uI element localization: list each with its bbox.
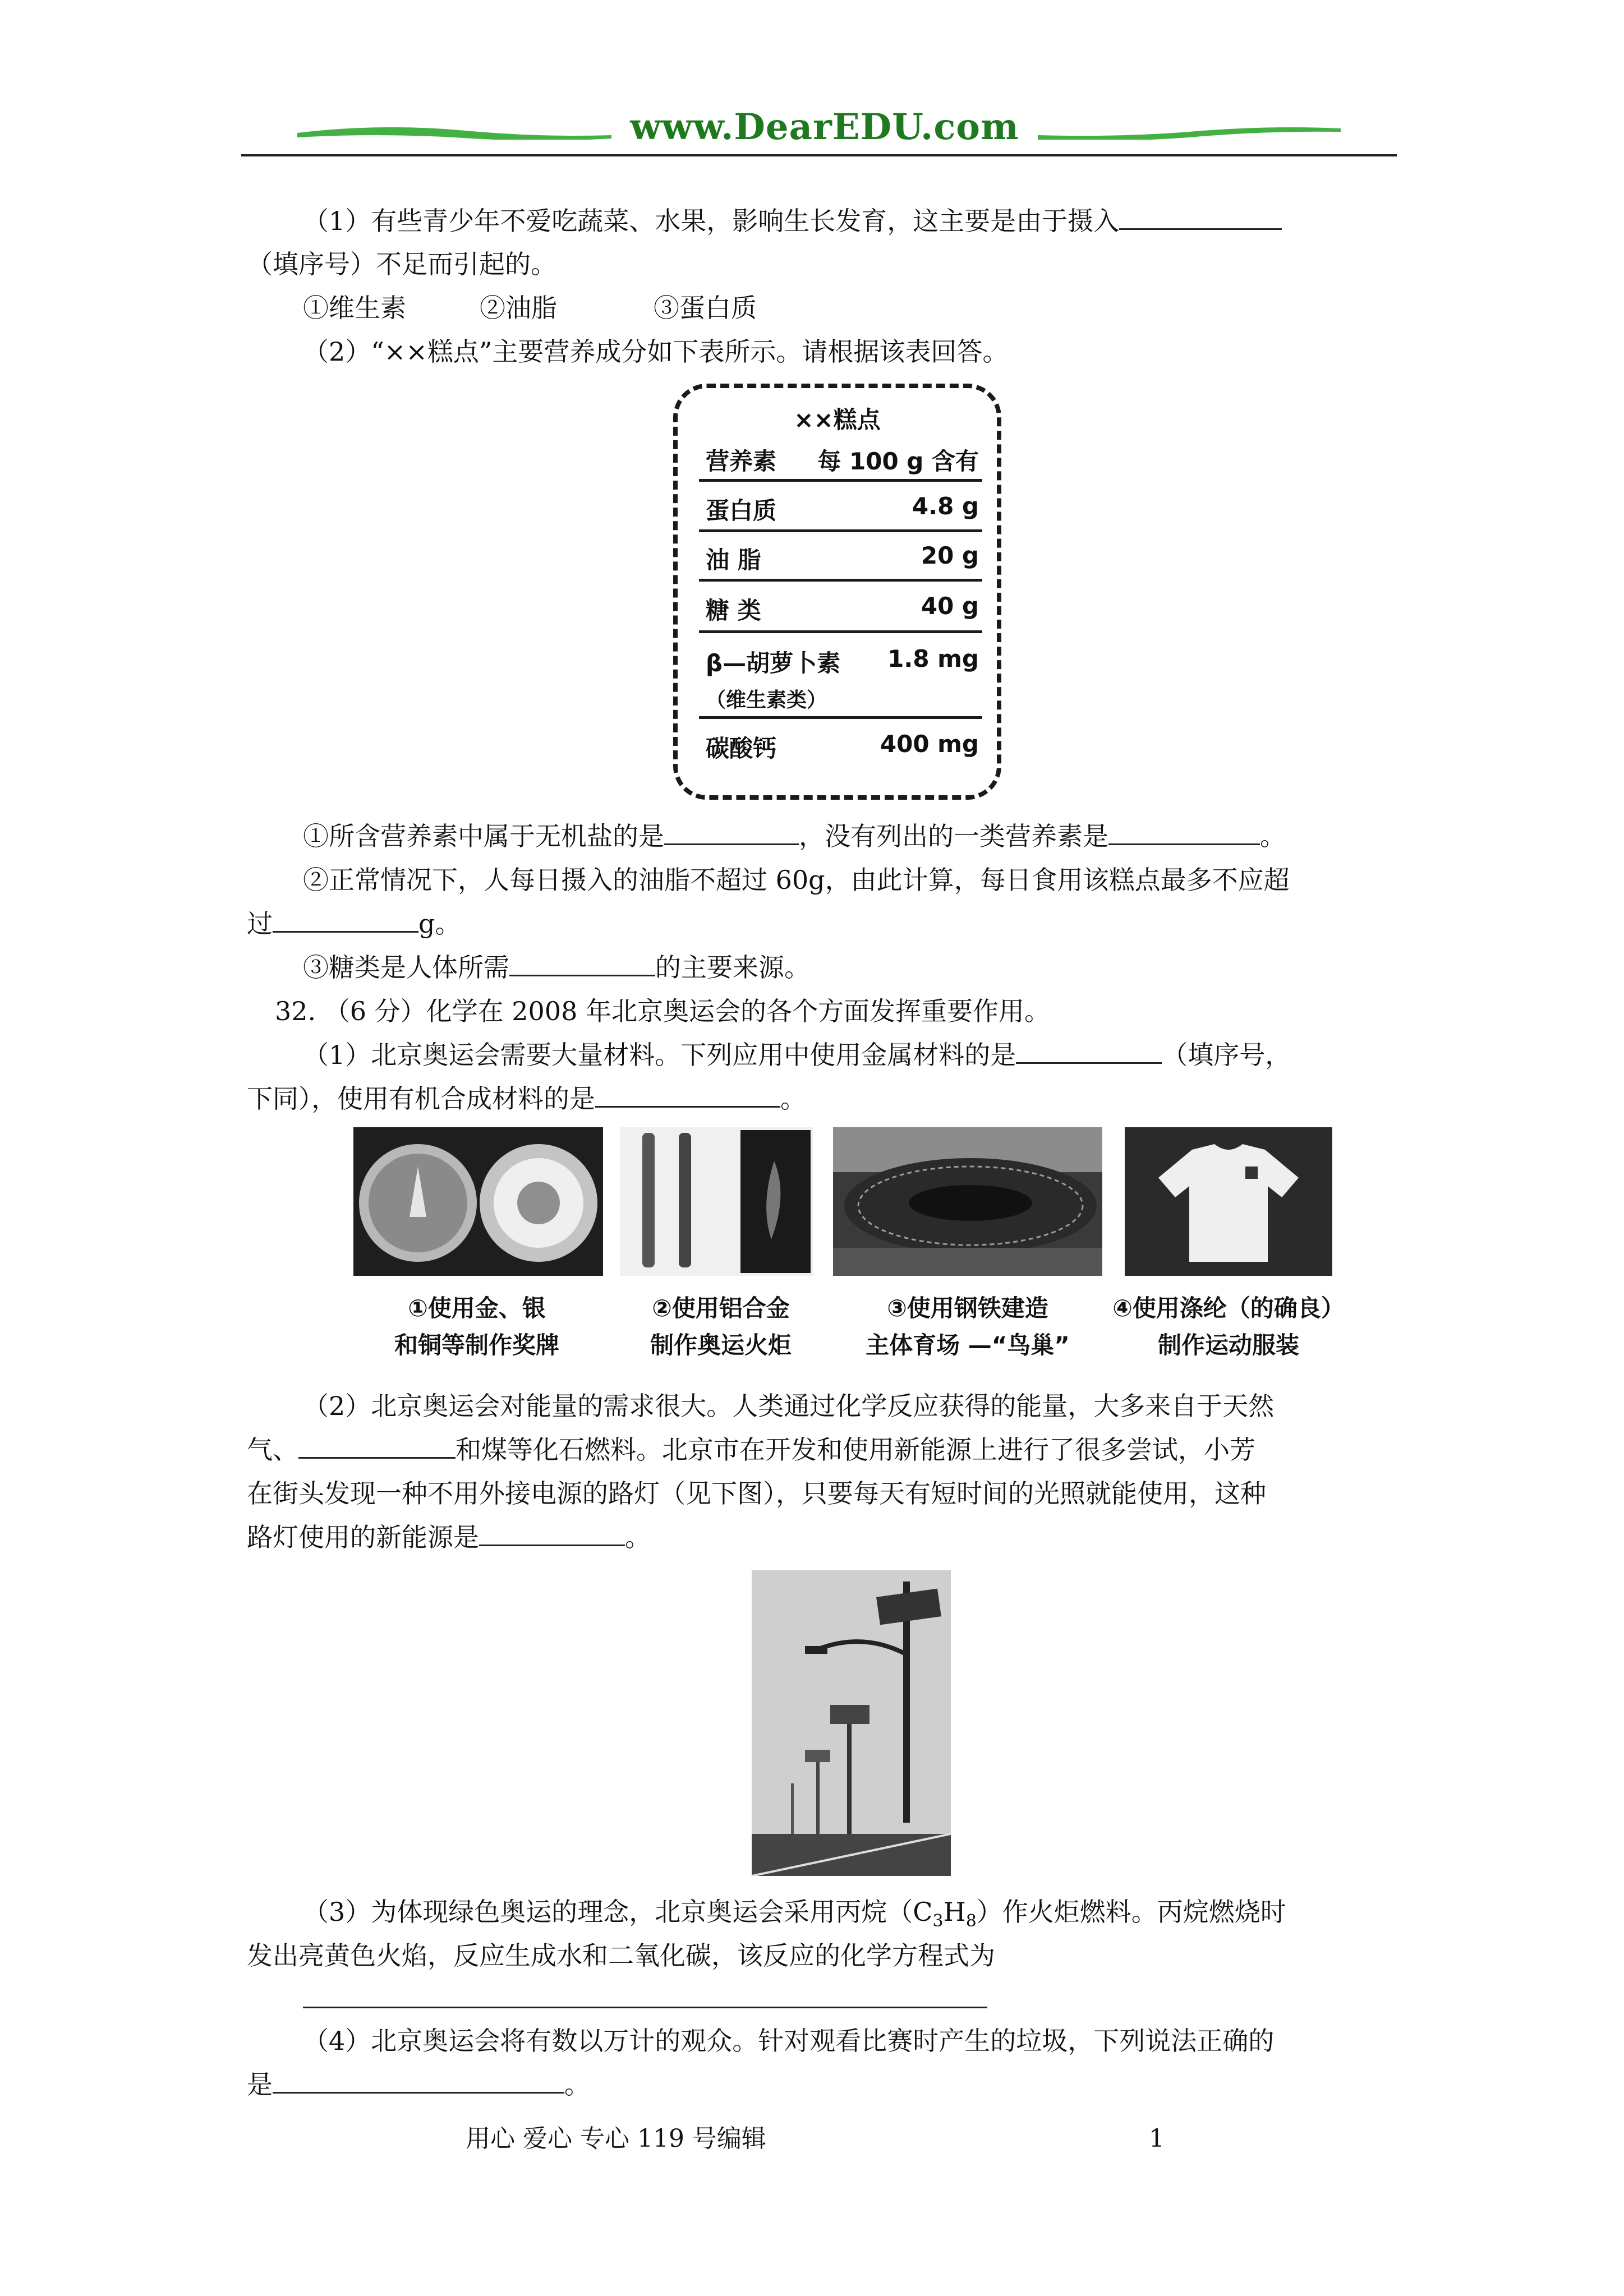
answer-blank [664, 814, 799, 845]
q32-part2-text2: 和煤等化石燃料。北京市在开发和使用新能源上进行了很多尝试，小芳 [456, 1435, 1255, 1465]
q31-question-a [303, 814, 1286, 858]
medals-illustration [353, 1127, 603, 1276]
street-lamp-illustration [752, 1570, 951, 1876]
birds-nest-illustration [833, 1127, 1102, 1276]
caption-line: ③使用钢铁建造 [887, 1294, 1048, 1322]
page-number: 1 [1149, 2124, 1165, 2153]
q32-part1-end: 。 [780, 1084, 806, 1114]
nutrition-card [673, 384, 1001, 800]
q31-question-c [303, 946, 810, 989]
answer-blank [273, 902, 418, 933]
q32-part2-line4 [247, 1515, 651, 1559]
q31-option-1: ①维生素 [303, 293, 406, 323]
q31-question-b-text: 过 [247, 909, 273, 939]
q32-part2-line3: 在街头发现一种不用外接电源的路灯（见下图），只要每天有短时间的光照就能使用，这种 [247, 1478, 1266, 1509]
q31-question-b-unit: g。 [418, 909, 461, 939]
q31-part1-line1 [303, 199, 1282, 243]
photo-caption-2 [581, 1290, 861, 1364]
caption-line: ②使用铝合金 [652, 1294, 790, 1322]
q32-part2-text3: 路灯使用的新能源是 [247, 1522, 479, 1552]
q31-part2-intro: （2）“××糕点”主要营养成分如下表所示。请根据该表回答。 [303, 336, 1009, 367]
equation-answer-line [303, 2007, 987, 2008]
q32-part4-end: 。 [564, 2069, 590, 2100]
torch-photo [620, 1127, 813, 1276]
footer-text: 用心 爱心 专心 119 号编辑 [466, 2124, 766, 2153]
q31-question-b-line2 [247, 902, 461, 946]
nutrient-column-header: 营养素 [706, 448, 777, 475]
photo-caption-4 [1088, 1290, 1369, 1364]
shirt-illustration [1125, 1127, 1332, 1276]
solar-street-lamp-photo [752, 1570, 951, 1876]
q32-part1-line1 [303, 1033, 1291, 1077]
subscript: 8 [965, 1911, 977, 1931]
nutrition-row [699, 532, 982, 580]
nutrition-row [699, 582, 982, 630]
q32-part3-text: （3）为体现绿色奥运的理念，北京奥运会采用丙烷（C [303, 1897, 933, 1927]
caption-line: 制作运动服装 [1157, 1331, 1299, 1359]
nutrient-amount: 1.8 mg [887, 645, 979, 672]
nutrition-row [699, 635, 982, 683]
q31-question-c-text: ③糖类是人体所需 [303, 952, 509, 983]
birds-nest-photo [833, 1127, 1102, 1276]
site-logo: www.DearEDU.com [630, 106, 1019, 148]
answer-blank [595, 1077, 780, 1108]
answer-blank [509, 946, 655, 976]
q32-part1-text2: （填序号， [1162, 1040, 1291, 1070]
q31-question-a-end: 。 [1260, 821, 1286, 851]
nutrient-amount: 20 g [921, 542, 979, 569]
q31-question-b-line1: ②正常情况下，人每日摄入的油脂不超过 60g，由此计算，每日食用该糕点最多不应超 [303, 865, 1290, 895]
q32-part4-line1: （4）北京奥运会将有数以万计的观众。针对观看比赛时产生的垃圾，下列说法正确的 [303, 2026, 1275, 2056]
nutrient-amount: 4.8 g [912, 492, 979, 520]
subscript: 3 [932, 1911, 944, 1931]
photo-caption-1 [337, 1290, 617, 1364]
header-rule [241, 154, 1397, 156]
nutrition-card-title: ××糕点 [794, 406, 881, 434]
nutrition-divider [699, 479, 982, 482]
right-swoosh-decoration [1038, 121, 1341, 140]
nutrient-name: 糖 类 [706, 597, 761, 624]
q32-part2-end: 。 [625, 1522, 651, 1552]
sportswear-photo [1125, 1127, 1332, 1276]
caption-line: ①使用金、银 [408, 1294, 546, 1322]
answer-blank [1119, 199, 1282, 230]
q31-question-c-end: 的主要来源。 [655, 952, 810, 983]
answer-blank [298, 1428, 456, 1459]
photo-caption-3 [827, 1290, 1108, 1364]
q32-title: 32. （6 分）化学在 2008 年北京奥运会的各个方面发挥重要作用。 [275, 996, 1050, 1026]
nutrient-amount: 400 mg [880, 730, 979, 758]
q32-part1-text3: 下同），使用有机合成材料的是 [247, 1084, 595, 1114]
nutrition-divider [699, 716, 982, 719]
torch-illustration [620, 1127, 813, 1276]
q31-question-a-text: ①所含营养素中属于无机盐的是 [303, 821, 664, 851]
nutrient-note: （维生素类） [706, 689, 827, 712]
nutrient-amount: 40 g [921, 592, 979, 620]
medals-photo [353, 1127, 603, 1276]
nutrition-divider [699, 630, 982, 633]
answer-blank [1016, 1033, 1162, 1064]
q32-part3-text2: ）作火炬燃料。丙烷燃烧时 [976, 1897, 1286, 1927]
answer-blank [1108, 814, 1260, 845]
nutrient-name: β—胡萝卜素 [706, 649, 841, 677]
page-header [241, 106, 1397, 165]
caption-line: 主体育场 —“鸟巢” [866, 1331, 1070, 1359]
q32-part1-line2 [247, 1077, 806, 1121]
q32-part3-line2: 发出亮黄色火焰，反应生成水和二氧化碳，该反应的化学方程式为 [247, 1940, 995, 1971]
nutrient-name: 油 脂 [706, 546, 761, 574]
nutrient-name: 碳酸钙 [706, 735, 777, 762]
q32-part3-text-h: H [943, 1897, 966, 1927]
left-swoosh-decoration [297, 121, 611, 140]
q31-part1-line2: （填序号）不足而引起的。 [247, 249, 556, 279]
answer-blank [273, 2063, 564, 2094]
answer-blank [479, 1515, 625, 1546]
nutrition-header-row [699, 433, 982, 481]
q32-part2-line1: （2）北京奥运会对能量的需求很大。人类通过化学反应获得的能量，大多来自于天然 [303, 1391, 1275, 1421]
q32-part2-text: 气、 [247, 1435, 298, 1465]
caption-line: ④使用涤纶（的确良） [1112, 1294, 1345, 1322]
q31-question-a-text2: ，没有列出的一类营养素是 [799, 821, 1108, 851]
nutrient-name: 蛋白质 [706, 497, 777, 524]
q32-part2-line2 [247, 1428, 1255, 1472]
q31-option-3: ③蛋白质 [654, 293, 757, 323]
nutrition-row [699, 720, 982, 768]
caption-line: 和铜等制作奖牌 [394, 1331, 559, 1359]
q31-option-2: ②油脂 [480, 293, 557, 323]
caption-line: 制作奥运火炬 [650, 1331, 792, 1359]
q31-part1-text: （1）有些青少年不爱吃蔬菜、水果，影响生长发育，这主要是由于摄入 [303, 206, 1120, 236]
nutrition-divider [699, 579, 982, 582]
q32-part4-text: 是 [247, 2069, 273, 2100]
nutrition-row [699, 482, 982, 531]
q32-part4-line2 [247, 2063, 590, 2106]
q32-part1-text: （1）北京奥运会需要大量材料。下列应用中使用金属材料的是 [303, 1040, 1016, 1070]
amount-column-header: 每 100 g 含有 [817, 448, 979, 475]
